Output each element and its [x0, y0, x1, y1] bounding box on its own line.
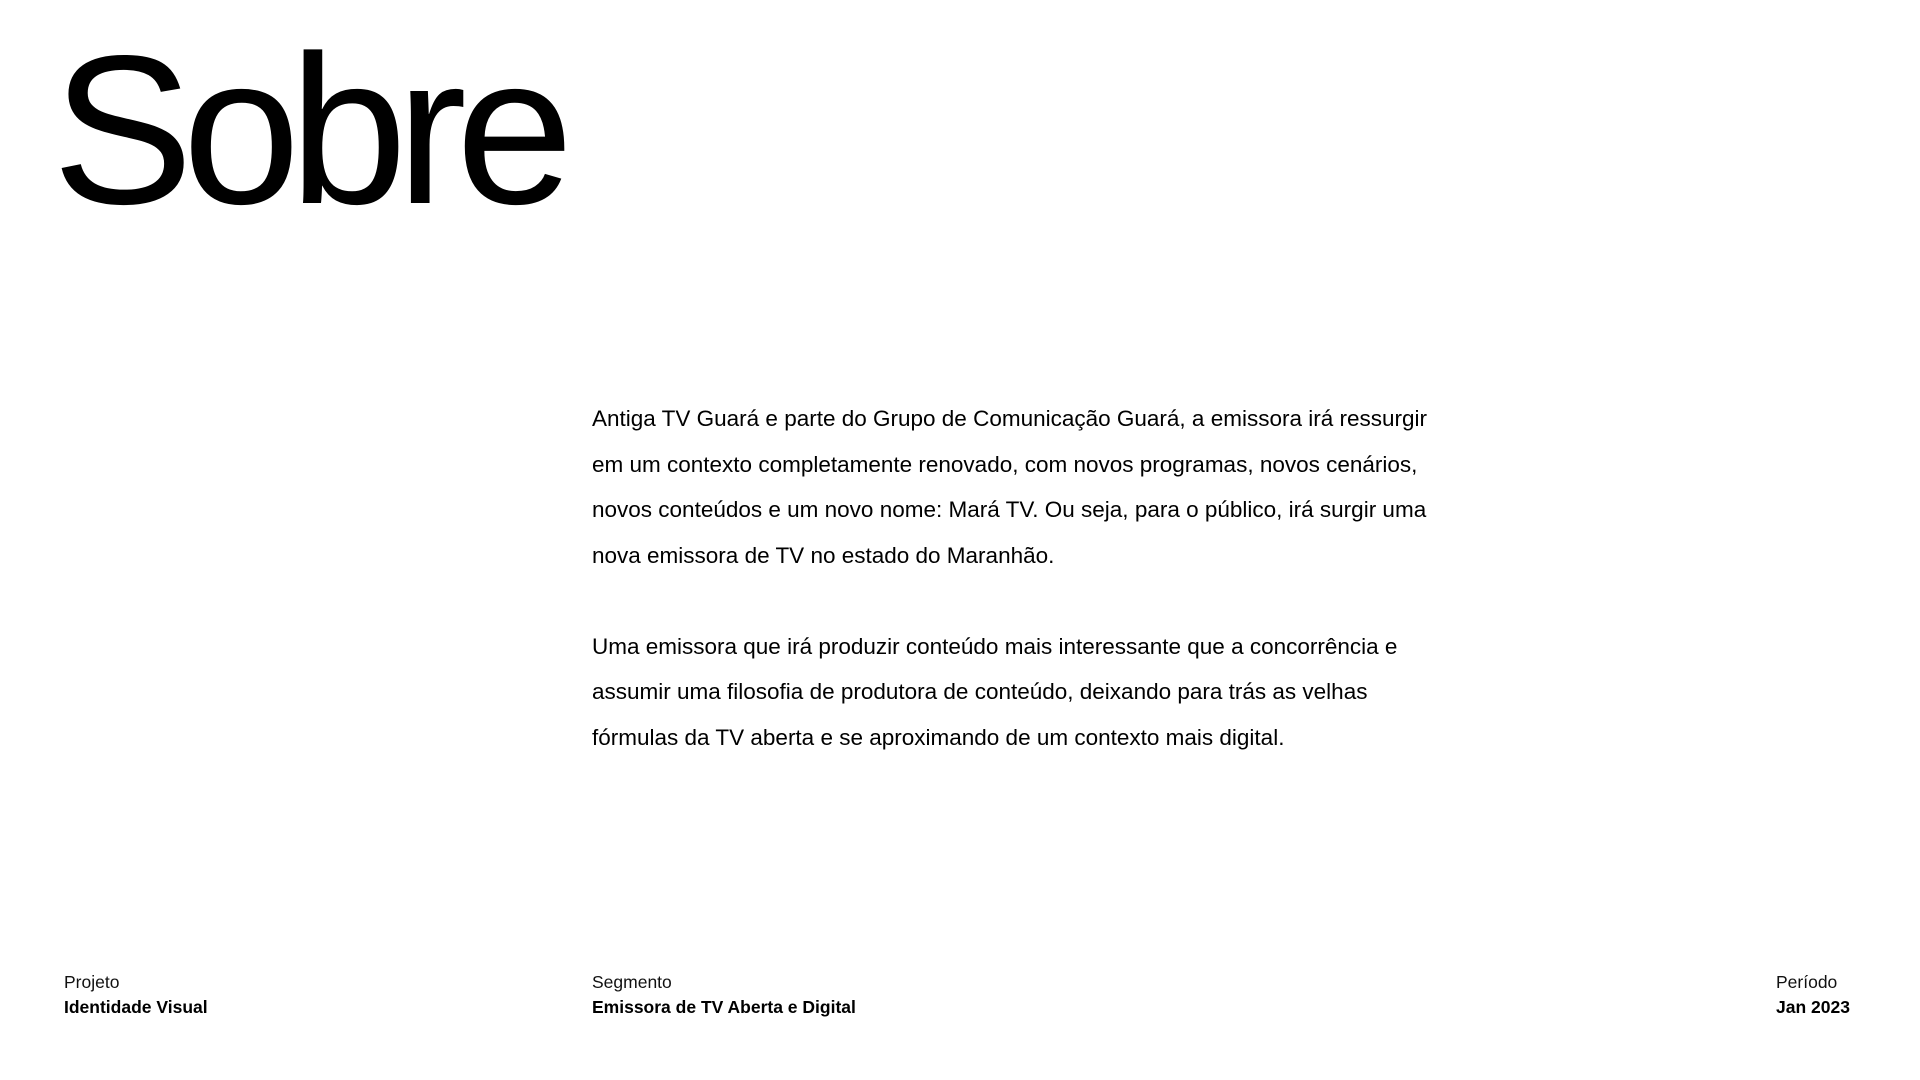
about-paragraph-2: Uma emissora que irá produzir conteúdo mais interessante que a concorrência e assumir uma filosofia de produtora de conteúdo, deixando para trás as velhas fórmulas da TV aberta e se aproximando de um contexto mais digital. [592, 633, 1398, 750]
meta-projeto-value: Identidade Visual [64, 997, 208, 1017]
about-paragraph-1: Antiga TV Guará e parte do Grupo de Comunicação Guará, a emissora irá ressurgir em um contexto completamente renovado, com novos programas, novos cenários, novos conteúdos e um novo nome: Mará TV. Ou seja, para o público, irá surgir uma nova emissora de TV no estado do Maranhão. [592, 406, 1427, 568]
meta-periodo-label: Período [1776, 972, 1838, 992]
page-title: Sobre [52, 11, 563, 248]
about-text [592, 396, 1452, 760]
meta-projeto-label: Projeto [64, 972, 120, 992]
meta-periodo [1776, 970, 1850, 1020]
meta-segmento-label: Segmento [592, 972, 672, 992]
meta-segmento-value: Emissora de TV Aberta e Digital [592, 997, 856, 1017]
meta-projeto [64, 970, 208, 1020]
meta-segmento [592, 970, 856, 1020]
meta-periodo-value: Jan 2023 [1776, 997, 1850, 1017]
